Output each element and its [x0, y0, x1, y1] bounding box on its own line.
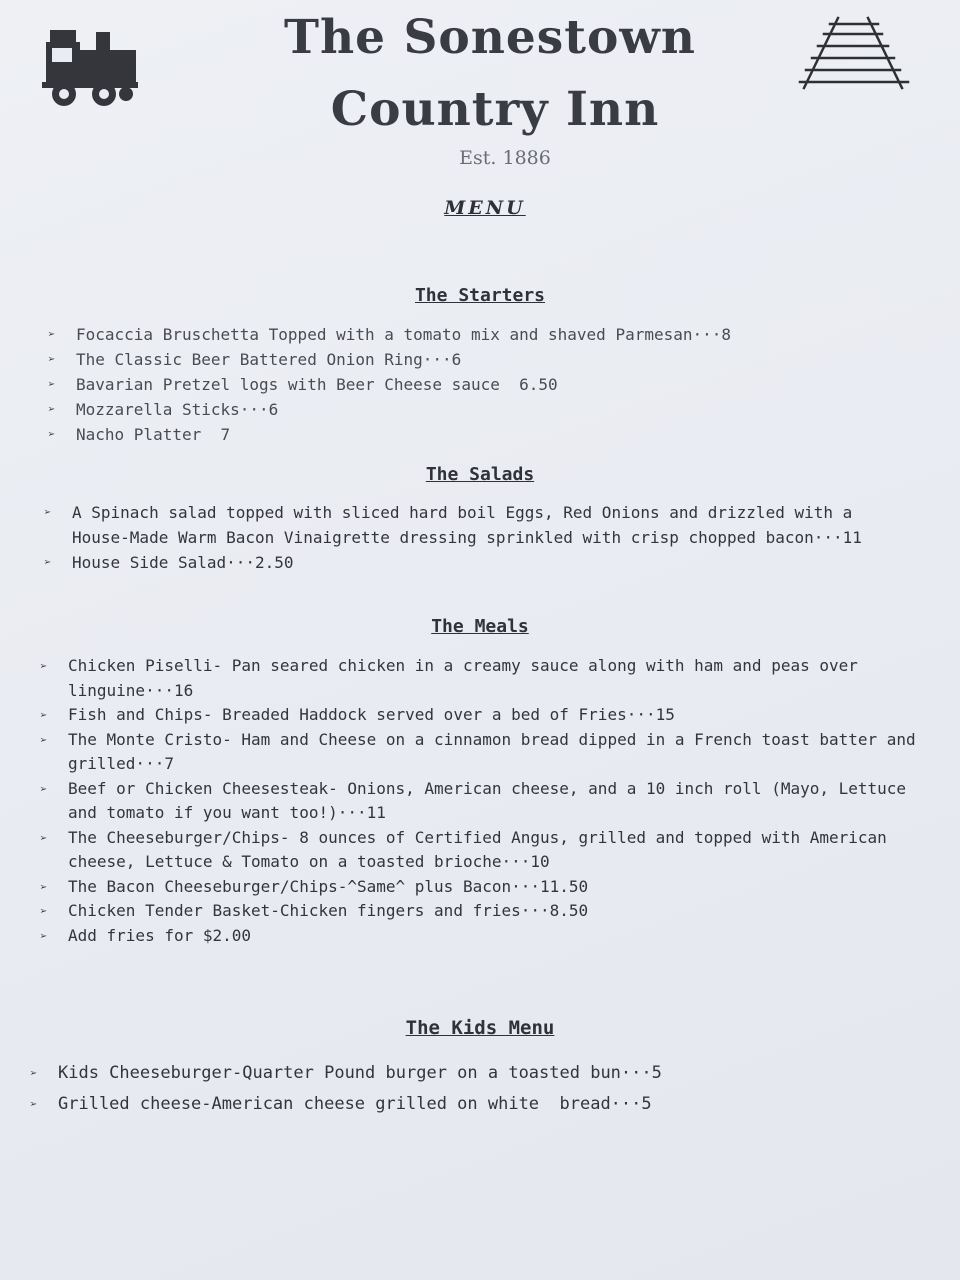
list-item: ➢ The Classic Beer Battered Onion Ring···6 [48, 347, 828, 372]
list-item: ➢ The Monte Cristo- Ham and Cheese on a cinnamon bread dipped in a French toast batter and grilled···7 [40, 729, 926, 773]
bullet-arrow-icon: ➢ [48, 427, 56, 441]
kids-list [30, 1058, 910, 1120]
list-item: ➢ Beef or Chicken Cheesesteak- Onions, American cheese, and a 10 inch roll (Mayo, Lettuce and tomato if you want too!)···11 [40, 778, 916, 822]
bullet-arrow-icon: ➢ [48, 327, 56, 341]
list-item: ➢ Fish and Chips- Breaded Haddock served over a bed of Fries···15 [40, 703, 940, 728]
bullet-arrow-icon: ➢ [30, 1097, 38, 1111]
list-item: ➢ A Spinach salad topped with sliced hard boil Eggs, Red Onions and drizzled with a House-Made Warm Bacon Vinaigrette dressing sprinkled with crisp chopped bacon···11 [44, 500, 904, 550]
bullet-arrow-icon: ➢ [44, 505, 52, 519]
list-item: ➢ House Side Salad···2.50 [44, 550, 904, 575]
bullet-arrow-icon: ➢ [40, 904, 48, 918]
list-item: ➢ Add fries for $2.00 [40, 924, 940, 949]
bullet-arrow-icon: ➢ [40, 830, 48, 845]
list-item: ➢ Focaccia Bruschetta Topped with a tomato mix and shaved Parmesan···8 [48, 322, 828, 347]
section-title-salads: The Salads [425, 464, 535, 485]
inn-name-line2: Country Inn [330, 82, 660, 137]
list-item: ➢ Grilled cheese-American cheese grilled on white bread···5 [30, 1089, 910, 1120]
list-item: ➢ Chicken Tender Basket-Chicken fingers and fries···8.50 [40, 899, 940, 924]
bullet-arrow-icon: ➢ [40, 659, 48, 673]
section-title-kids: The Kids Menu [405, 1017, 555, 1039]
list-item: ➢ Nacho Platter 7 [48, 422, 828, 447]
starters-list [48, 322, 828, 447]
salads-list [44, 500, 904, 575]
bullet-arrow-icon: ➢ [40, 879, 48, 894]
list-item: ➢ The Cheeseburger/Chips- 8 ounces of Certified Angus, grilled and topped with American cheese, Lettuce & Tomato on a toasted brioche···10 [40, 827, 897, 871]
list-item: ➢ Kids Cheeseburger-Quarter Pound burger on a toasted bun···5 [30, 1058, 910, 1089]
section-title-starters: The Starters [414, 285, 546, 306]
bullet-arrow-icon: ➢ [40, 928, 48, 943]
menu-heading: MENU [444, 197, 526, 219]
bullet-arrow-icon: ➢ [48, 377, 56, 391]
established-year: Est. 1886 [459, 147, 551, 169]
bullet-arrow-icon: ➢ [44, 555, 52, 569]
section-title-meals: The Meals [431, 616, 529, 637]
inn-name-line1: The Sonestown [284, 10, 696, 65]
bullet-arrow-icon: ➢ [40, 708, 48, 722]
meals-list [40, 654, 940, 948]
list-item: ➢ Chicken Piselli- Pan seared chicken in a creamy sauce along with ham and peas over linguine···16 [40, 656, 868, 700]
bullet-arrow-icon: ➢ [40, 781, 48, 796]
list-item: ➢ Mozzarella Sticks···6 [48, 397, 828, 422]
list-item: ➢ The Bacon Cheeseburger/Chips-^Same^ plus Bacon···11.50 [40, 875, 940, 900]
bullet-arrow-icon: ➢ [48, 402, 56, 416]
bullet-arrow-icon: ➢ [30, 1066, 38, 1080]
bullet-arrow-icon: ➢ [40, 732, 48, 747]
list-item: ➢ Bavarian Pretzel logs with Beer Cheese sauce 6.50 [48, 372, 828, 397]
bullet-arrow-icon: ➢ [48, 352, 56, 366]
